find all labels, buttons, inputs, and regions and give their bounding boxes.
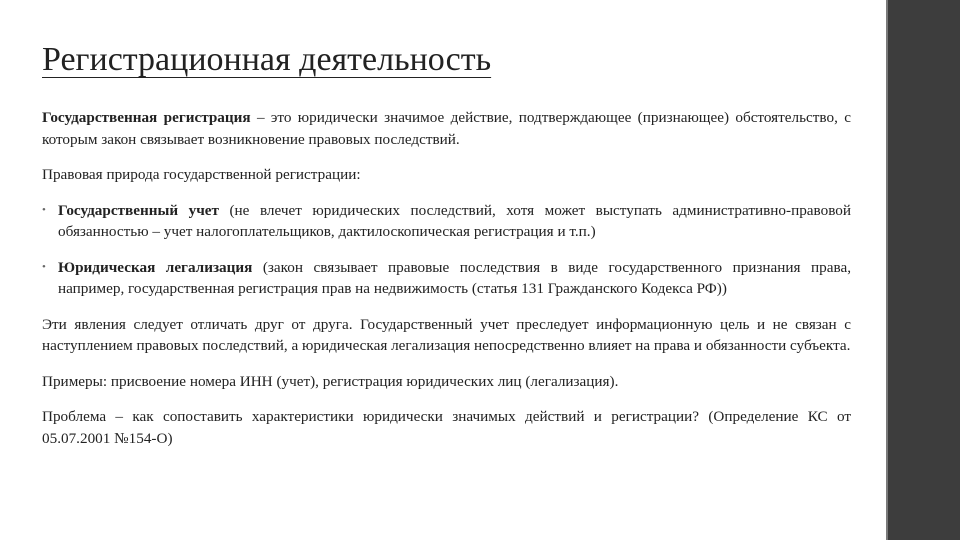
examples-paragraph: Примеры: присвоение номера ИНН (учет), регистрация юридических лиц (легализация).	[42, 372, 619, 390]
list-item-term: Государственный учет	[58, 201, 219, 219]
slide-title: Регистрационная деятельность	[42, 41, 492, 78]
legal-nature-heading: Правовая природа государственной регистрации:	[42, 166, 361, 183]
list-item-legalization	[42, 257, 851, 300]
sidebar-decoration	[888, 0, 960, 540]
definition-paragraph	[42, 107, 851, 150]
list-item-text: (не влечет юридических последствий, хотя может выступать административно-правовой обязанностью – учет налогоплательщиков, дактилоскопическая регистрация и т.п.)	[58, 201, 851, 240]
definition-text: – это юридически значимое действие, подтверждающее (признающее) обстоятельство, с которым закон связывает возникновение правовых последствий.	[42, 109, 851, 148]
list-item-term: Юридическая легализация	[58, 258, 253, 276]
list-item-state-accounting	[42, 200, 851, 243]
slide-body	[42, 107, 851, 463]
bullet-icon: •	[42, 203, 46, 216]
distinction-paragraph: Эти явления следует отличать друг от друга. Государственный учет преследует информационную цель и не связан с наступлением правовых последствий, а юридическая легализация непосредственно влияет на права и обязанности субъекта.	[42, 315, 851, 354]
problem-paragraph: Проблема – как сопоставить характеристики юридически значимых действий и регистрации? (Определение КС от 05.07.2001 №154-О)	[42, 408, 851, 447]
definition-term: Государственная регистрация	[42, 109, 251, 126]
bullet-icon: •	[42, 260, 46, 273]
list-item-text: (закон связывает правовые последствия в виде государственного признания права, например, государственная регистрация прав на недвижимость (статья 131 Гражданского Кодекса РФ))	[58, 258, 851, 297]
